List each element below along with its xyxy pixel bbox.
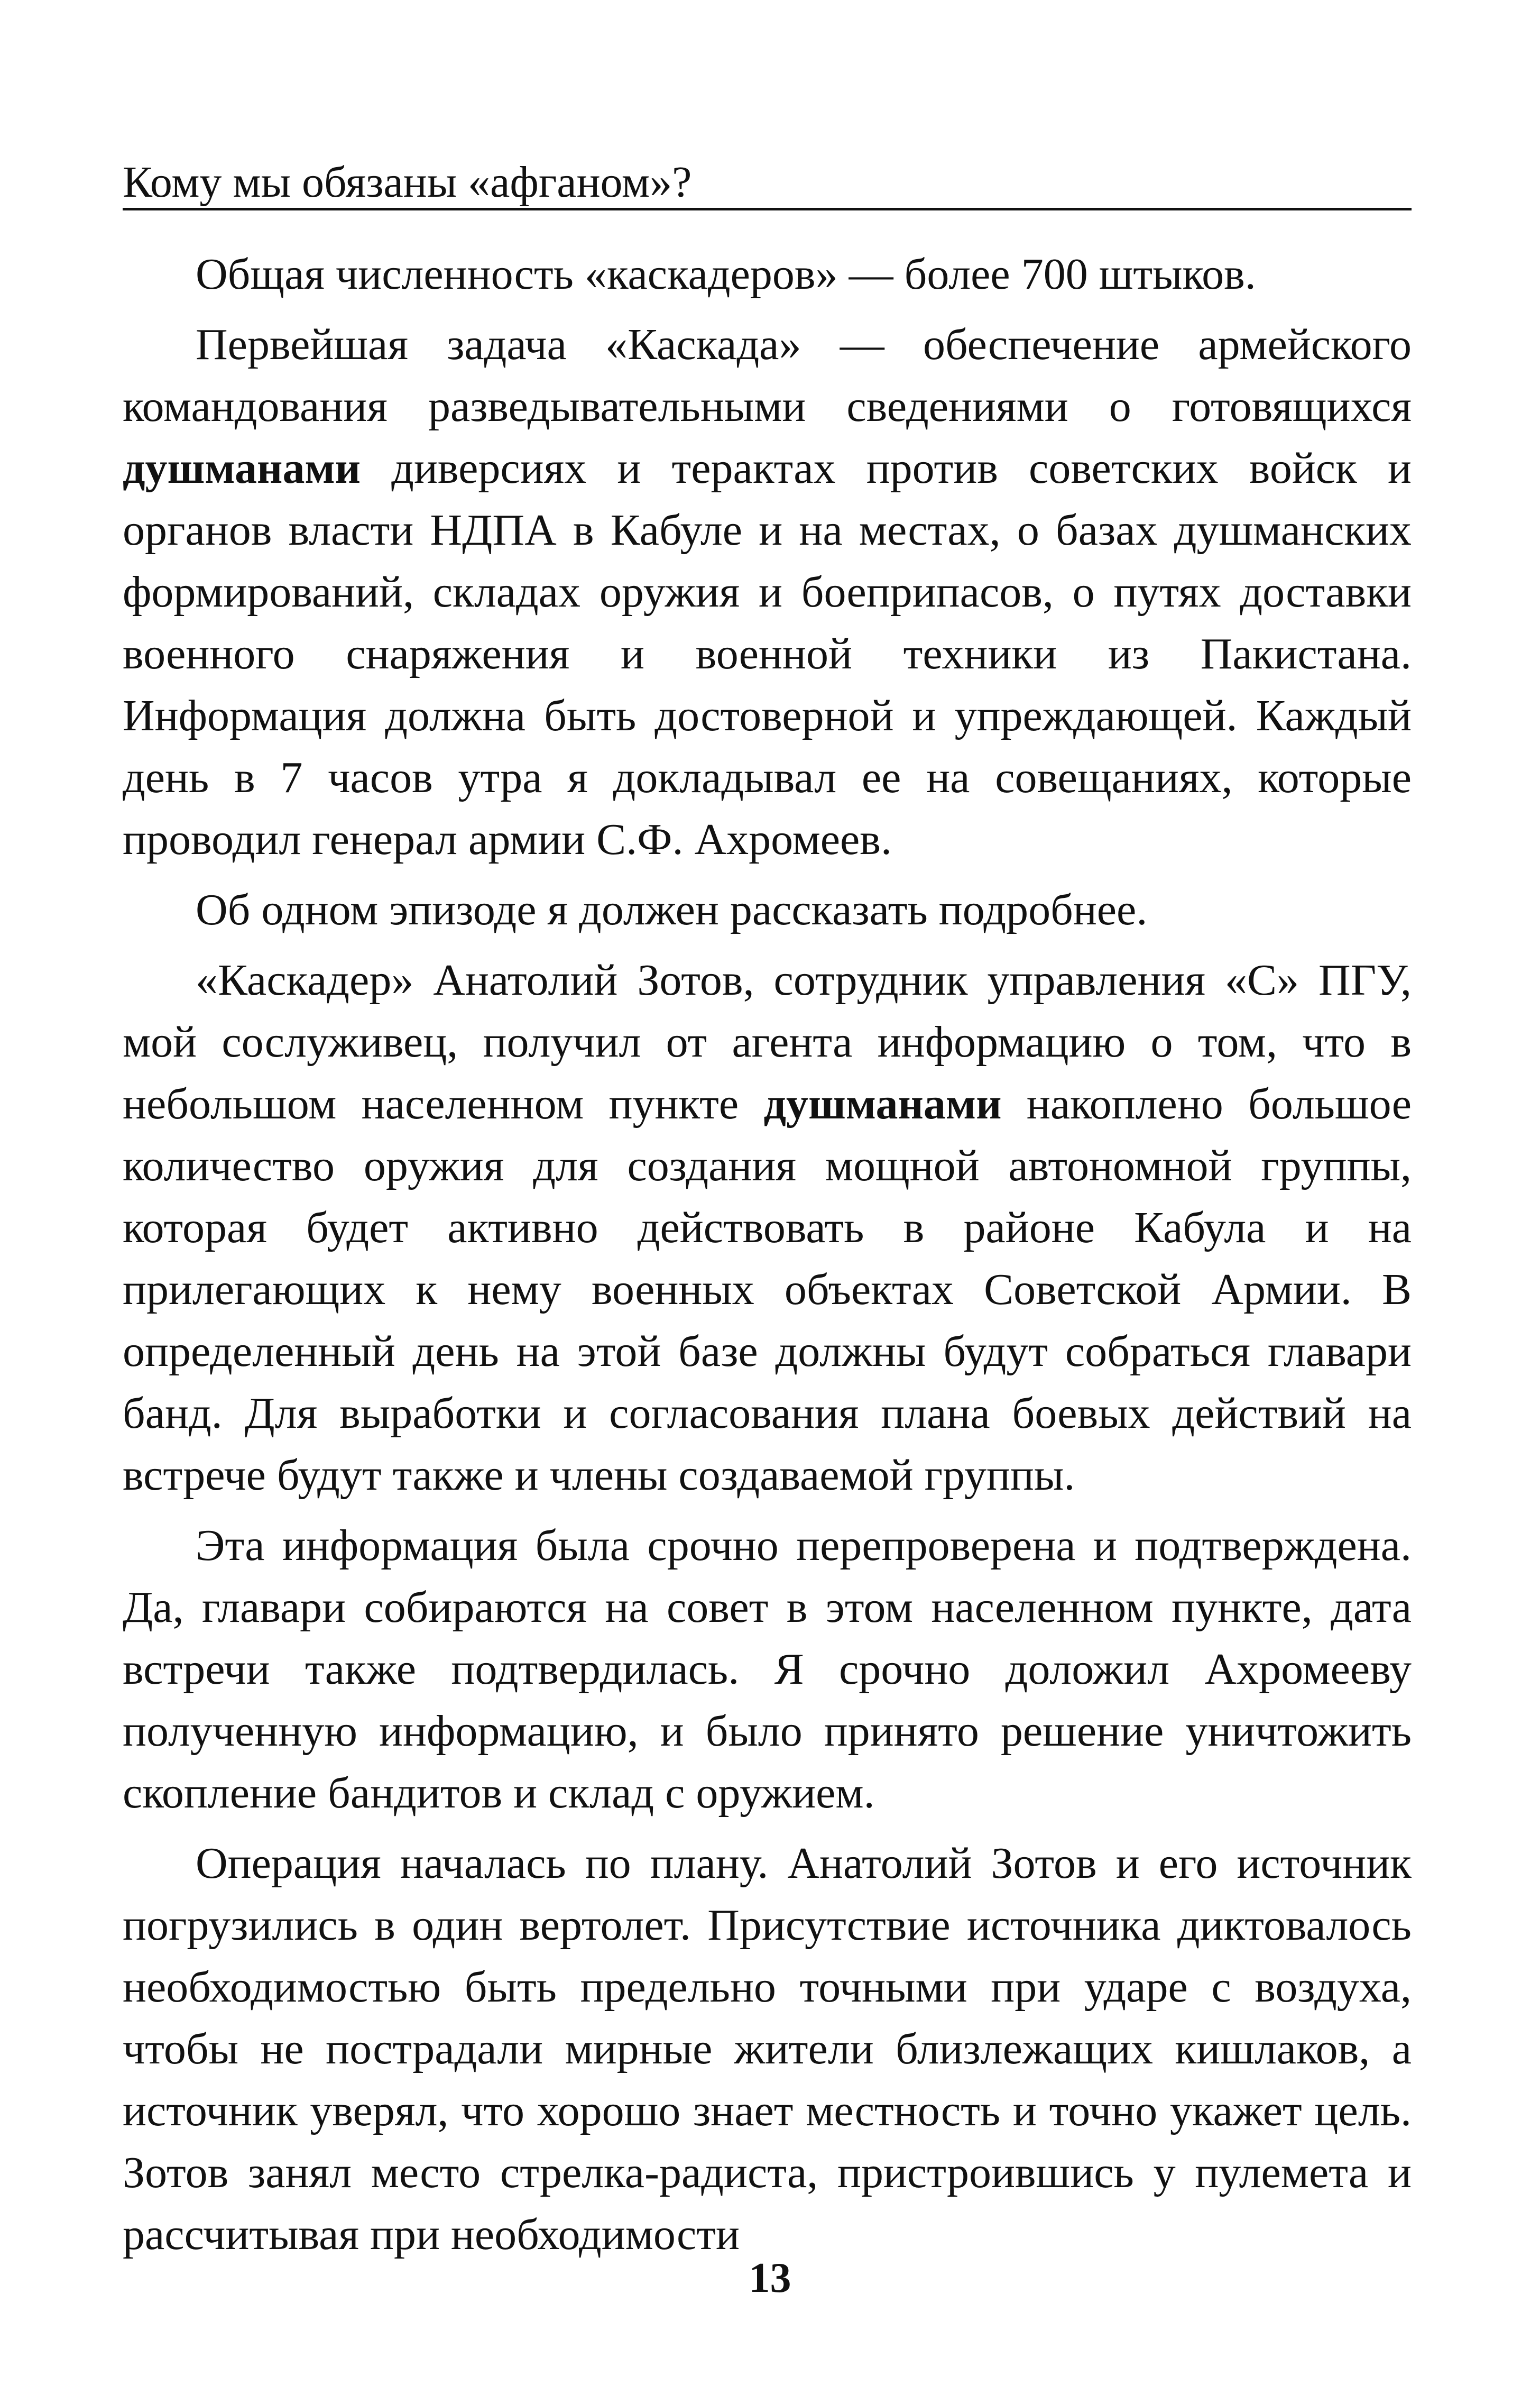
paragraph-text: Общая численность «каскадеров» — более 700 штыков. xyxy=(196,250,1256,299)
paragraph-text: Эта информация была срочно перепроверена и подтверждена. Да, главари собираются на совет в этом населенном пункте, дата встречи также подтвердилась. Я срочно доложил Ахромееву полученную информацию, и было принято решение уничтожить скопление бандитов и склад с оружием. xyxy=(123,1521,1412,1818)
paragraph-text: «Каскадер» Анатолий Зотов, сотрудник управления «С» ПГУ, мой сослуживец, получил от агента информацию о том, что в небольшом населенном пункте xyxy=(123,956,1412,1128)
paragraph-text: накоплено большое количество оружия для создания мощной автономной группы, которая будет активно действовать в районе Кабула и на прилегающих к нему военных объектах Советской Армии. В определенный день на этой базе должны будут собраться главари банд. Для выработки и согласования плана боевых действий на встрече будут также и члены создаваемой группы. xyxy=(123,1079,1412,1500)
paragraph-text: Об одном эпизоде я должен рассказать подробнее. xyxy=(196,885,1148,934)
paragraph-text: Операция началась по плану. Анатолий Зотов и его источник погрузились в один вертолет. Присутствие источника диктовалось необходимостью быть предельно точными при ударе с воздуха, чтобы не пострадали мирные жители близлежащих кишлаков, а источник уверял, что хорошо знает местность и точно укажет цель. Зотов занял место стрелка-радиста, пристроившись у пулемета и рассчитывая при необходимости xyxy=(123,1839,1412,2259)
paragraph-4 xyxy=(123,949,1412,1506)
page-number: 13 xyxy=(749,2255,791,2301)
body-text xyxy=(123,243,1412,2265)
paragraph-3 xyxy=(123,879,1412,941)
paragraph-2 xyxy=(123,314,1412,870)
paragraph-6 xyxy=(123,1832,1412,2265)
paragraph-text: диверсиях и терактах против советских войск и органов власти НДПА в Кабуле и на местах, о базах душманских формирований, складах оружия и боеприпасов, о путях доставки военного снаряжения и военной техники из Пакистана. Информация должна быть достоверной и упреждающей. Каждый день в 7 часов утра я докладывал ее на совещаниях, которые проводил генерал армии С.Ф. Ахромеев. xyxy=(123,444,1412,864)
paragraph-text: Первейшая задача «Каскада» — обеспечение армейского командования разведывательными сведениями о готовящихся xyxy=(123,320,1412,431)
paragraph-1 xyxy=(123,243,1412,305)
paragraph-5 xyxy=(123,1515,1412,1824)
emphasis-term: душманами xyxy=(763,1079,1002,1128)
running-head xyxy=(123,147,1412,210)
emphasis-term: душманами xyxy=(123,444,361,493)
running-title: Кому мы обязаны «афганом»? xyxy=(123,158,692,207)
